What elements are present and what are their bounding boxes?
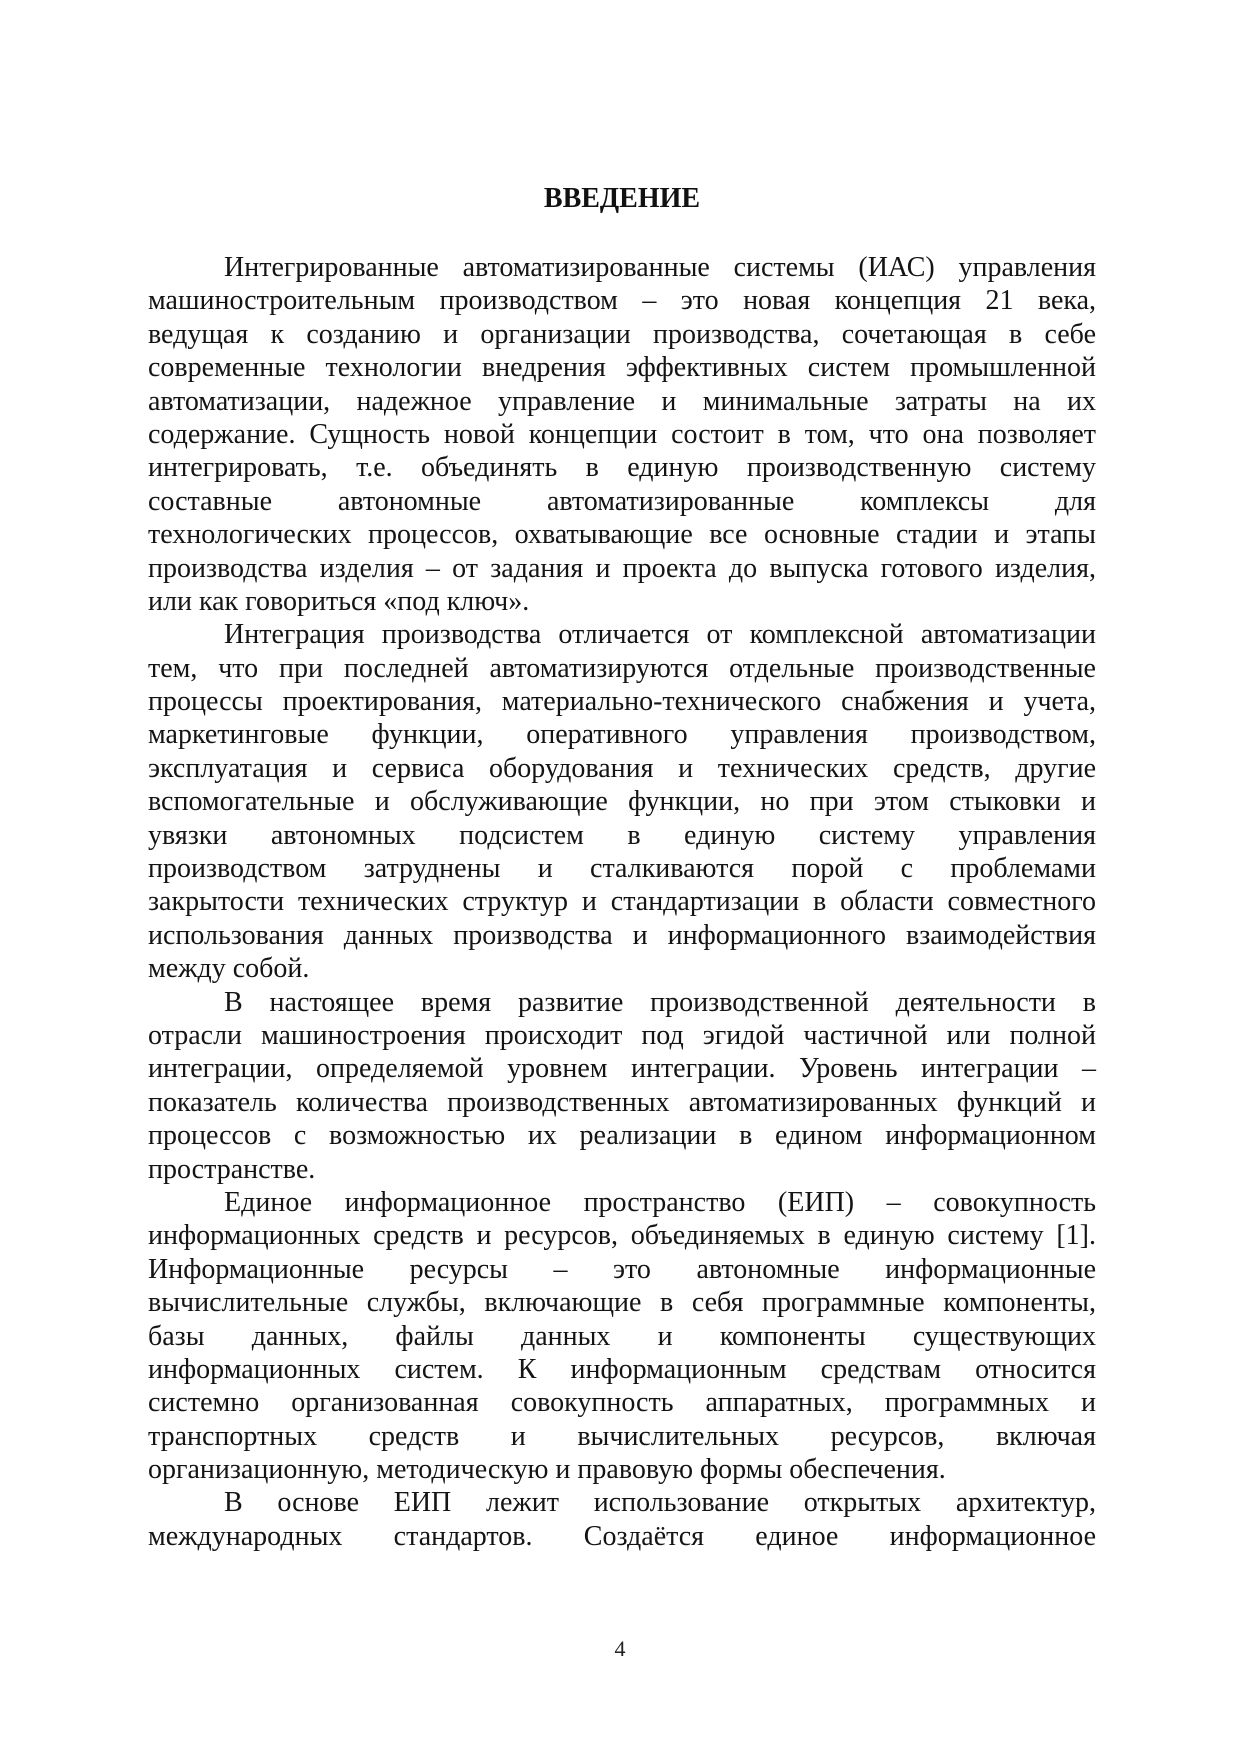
text-line: Информационные ресурсы – это автономные информационные xyxy=(148,1253,1096,1285)
text-line: В настоящее время развитие производственной деятельности в xyxy=(224,986,1096,1018)
text-line: составные автономные автоматизированные комплексы для xyxy=(148,485,1096,517)
text-line: технологических процессов, охватывающие все основные стадии и этапы xyxy=(148,519,1096,551)
text-line: системно организованная совокупность аппаратных, программных и xyxy=(148,1387,1096,1419)
text-line: интегрировать, т.е. объединять в единую производственную систему xyxy=(148,452,1096,484)
text-line: процессы проектирования, материально-технического снабжения и учета, xyxy=(148,686,1096,718)
text-line: использования данных производства и информационного взаимодействия xyxy=(148,919,1096,951)
text-line: закрытости технических структур и стандартизации в области совместного xyxy=(148,886,1096,918)
paragraph-3 xyxy=(148,986,1096,1186)
paragraph-1 xyxy=(148,251,1096,618)
text-line: вычислительные службы, включающие в себя программные компоненты, xyxy=(148,1287,1096,1319)
text-line: транспортных средств и вычислительных ресурсов, включая xyxy=(148,1420,1096,1452)
text-line: отрасли машиностроения происходит под эгидой частичной или полной xyxy=(148,1019,1096,1051)
text-line: производства изделия – от задания и проекта до выпуска готового изделия, xyxy=(148,552,1096,584)
text-line: процессов с возможностью их реализации в едином информационном xyxy=(148,1120,1096,1152)
text-line: международных стандартов. Создаётся единое информационное xyxy=(148,1520,1096,1552)
page-number: 4 xyxy=(614,1636,626,1661)
text-line: машиностроительным производством – это новая концепция 21 века, xyxy=(148,285,1096,317)
text-line: интеграции, определяемой уровнем интеграции. Уровень интеграции – xyxy=(148,1053,1096,1085)
text-line: показатель количества производственных автоматизированных функций и xyxy=(148,1086,1096,1118)
text-line: В основе ЕИП лежит использование открытых архитектур, xyxy=(224,1487,1096,1519)
text-line: автоматизации, надежное управление и минимальные затраты на их xyxy=(148,385,1096,417)
text-line: ведущая к созданию и организации производства, сочетающая в себе xyxy=(148,318,1096,350)
text-line: информационных средств и ресурсов, объединяемых в единую систему [1]. xyxy=(148,1220,1096,1252)
text-line: эксплуатация и сервиса оборудования и технических средств, другие xyxy=(148,752,1096,784)
text-line: вспомогательные и обслуживающие функции, но при этом стыковки и xyxy=(148,786,1096,818)
text-line: производством затруднены и сталкиваются порой с проблемами xyxy=(148,853,1096,885)
text-line: современные технологии внедрения эффективных систем промышленной xyxy=(148,352,1096,384)
body-text xyxy=(148,251,1096,1553)
text-line: Единое информационное пространство (ЕИП) – совокупность xyxy=(224,1186,1096,1218)
text-line: Интеграция производства отличается от комплексной автоматизации xyxy=(224,619,1096,651)
text-line: или как говориться «под ключ». xyxy=(148,585,530,617)
page-title: ВВЕДЕНИЕ xyxy=(543,183,701,214)
text-line: информационных систем. К информационным средствам относится xyxy=(148,1353,1096,1385)
paragraph-5 xyxy=(148,1486,1096,1553)
text-line: тем, что при последней автоматизируются отдельные производственные xyxy=(148,652,1096,684)
text-line: увязки автономных подсистем в единую систему управления xyxy=(148,819,1096,851)
paragraph-4 xyxy=(148,1186,1096,1487)
text-line: пространстве. xyxy=(148,1153,316,1185)
text-line: Интегрированные автоматизированные системы (ИАС) управления xyxy=(224,252,1096,283)
paragraph-2 xyxy=(148,618,1096,985)
text-line: организационную, методическую и правовую формы обеспечения. xyxy=(148,1454,946,1486)
text-line: содержание. Сущность новой концепции состоит в том, что она позволяет xyxy=(148,418,1096,450)
text-line: между собой. xyxy=(148,953,310,985)
text-line: базы данных, файлы данных и компоненты существующих xyxy=(148,1320,1096,1352)
text-line: маркетинговые функции, оперативного управления производством, xyxy=(148,719,1096,751)
